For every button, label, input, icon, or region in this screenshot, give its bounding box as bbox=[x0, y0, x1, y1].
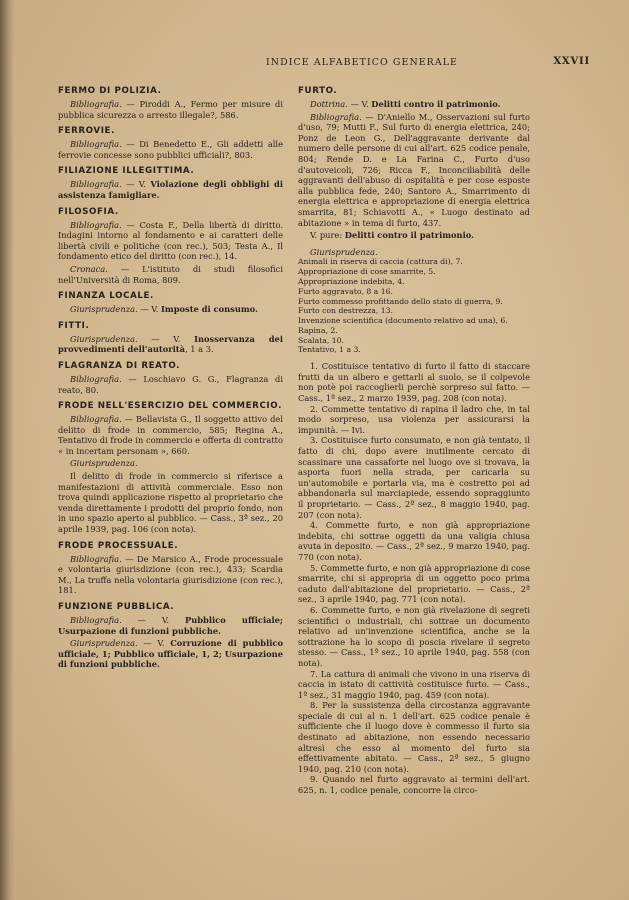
bibliography-label: Bibliografia. bbox=[70, 179, 122, 190]
entry-title: FURTO. bbox=[298, 86, 338, 96]
cross-reference: Corruzione di pubblico ufficiale, 1; Pubblico ufficiale, 1, 2; Usurpazione di funzioni pubbliche. bbox=[58, 638, 283, 670]
bibliography-text: — Di Benedetto E., Gli addetti alle ferrovie concesse sono pubblici ufficiali?, 803. bbox=[58, 139, 283, 160]
entry-doctrine bbox=[298, 99, 530, 110]
cross-reference: Delitti contro il patrimonio. bbox=[371, 99, 501, 109]
jurisprudence-label: Giurisprudenza. bbox=[70, 304, 138, 315]
entry-title: FUNZIONE PUBBLICA. bbox=[58, 602, 175, 612]
bibliography-text: — Bellavista G., Il soggetto attivo del delitto di frode in commercio, 585; Regina A., Tentativo di frode in commercio e offerta di contratto « in incertam personam », 660. bbox=[58, 414, 283, 456]
index-item: Furto aggravato, 8 a 16. bbox=[298, 286, 393, 296]
bibliography-text: — Loschiavo G. G., Flagranza di reato, 80. bbox=[58, 373, 283, 395]
entry-bibliography bbox=[58, 554, 283, 596]
bibliography-text: — D'Aniello M., Osservazioni sul furto d'uso, 79; Mutti F., Sul furto di energia elettrica, 240; Ponz de Leon G., Dell'aggravante derivante dal numero delle persone di cui all'art. 625 codice penale, 804; Rende D. e La Farina C., Furto d'uso d'autoveicoli, 726; Ricca F., Inconciliabilità delle aggravanti dell'abuso di ospitalità e per cose esposte alla pubblica fede, 240; Santoro A., Smarrimento di energia elettrica e appropriazione di energia elettrica smarrita, 81; Schiavotti A., « Luogo destinato ad abitazione » in tema di furto, 437. bbox=[298, 111, 530, 228]
entry-title: FERROVIE. bbox=[58, 126, 115, 137]
case-entry: 6. Commette furto, e non già rivelazione di segreti scientifici o industriali, chi sottrae un documento relativo ad un'invenzione scientifica, anche se la sottrazione ha lo scopo di poscia rivelare il segreto stesso. — Cass., 1ª sez., 10 aprile 1940, pag. 558 (con nota). bbox=[298, 604, 530, 668]
index-item: Animali in riserva di caccia (cattura di), 7. bbox=[298, 257, 463, 267]
entry-bibliography bbox=[58, 99, 283, 120]
bibliography-text: — V. bbox=[121, 615, 185, 625]
entry-jurisprudence bbox=[58, 638, 283, 670]
bibliography-text: — Costa F., Della libertà di diritto. Indagini intorno al fondamento e ai caratteri delle libertà civili e politiche (con rec.), 503; Testa A., Il fondamento etico del diritto (con rec.), 14. bbox=[58, 219, 283, 262]
entry-title: FRODE NELL'ESERCIZIO DEL COMMERCIO. bbox=[58, 401, 282, 412]
entry-bibliography bbox=[58, 414, 283, 456]
entry-bibliography bbox=[58, 220, 283, 262]
entry-title: FITTI. bbox=[58, 320, 90, 331]
index-item: Scalata, 10. bbox=[298, 335, 344, 345]
case-entry: 5. Commette furto, e non già appropriazione di cose smarrite, chi si appropria di un oggetto poco prima caduto dall'abitazione del proprietario. — Cass., 2ª sez., 3 aprile 1940, pag. 771 (con nota). bbox=[298, 562, 530, 605]
bibliography-label: Bibliografia. bbox=[70, 615, 122, 625]
jurisprudence-text: Il delitto di frode in commercio si riferisce a manifestazioni di attività commerciale. Esso non trova quindi applicazione rispetto al proprietario che venda direttamente i prodotti del proprio fondo, non in uno spazio aperto al pubblico. — Cass., 3ª sez., 20 aprile 1939, pag. 106 (con nota). bbox=[58, 471, 283, 535]
case-entry: 3. Costituisce furto consumato, e non già tentato, il fatto di chi, dopo avere inutilmente cercato di scassinare una cassaforte nel luogo ove si trovava, la asporta fuori nella strada, per caricarla su un'automobile e portarla via, ma è costretto poi ad abbandonarla sul marciapiede, essendo sopraggiunto il proprietario. — Cass., 2ª sez., 8 maggio 1940, pag. 207 (con nota). bbox=[298, 435, 530, 520]
case-entry: 1. Costituisce tentativo di furto il fatto di staccare frutti da un albero e gettarli al suolo, se il colpevole non potè poi raccoglierli perchè sorpreso sul fatto. — Cass., 1ª sez., 2 marzo 1939, pag. 208 (con nota). bbox=[298, 361, 530, 404]
entry-title: FRODE PROCESSUALE. bbox=[58, 540, 179, 551]
entry-bibliography bbox=[58, 139, 283, 160]
see-also bbox=[298, 230, 530, 241]
page-number: XXVII bbox=[553, 56, 590, 67]
bibliography-text: — V. bbox=[121, 179, 151, 190]
bibliography-label: Bibliografia. bbox=[70, 139, 122, 150]
entry-title: FLAGRANZA DI REATO. bbox=[58, 360, 181, 371]
bibliography-label: Bibliografia. bbox=[70, 414, 122, 425]
case-entry: 8. Per la sussistenza della circostanza aggravante speciale di cui al n. 1 dell'art. 625 codice penale è sufficiente che il luogo dove è commesso il furto sia destinato ad abitazione, non essendo necessario altresì che esso al momento del furto sia effettivamente abitato. — Cass., 2ª sez., 5 giugno 1940, pag. 210 (con nota). bbox=[298, 700, 530, 774]
entry-title: FILOSOFIA. bbox=[58, 206, 119, 217]
case-entry: 9. Quando nel furto aggravato ai termini dell'art. 625, n. 1, codice penale, concorre la circo- bbox=[298, 774, 530, 796]
doctrine-label: Dottrina. bbox=[310, 99, 348, 109]
index-item: Invenzione scientifica (documento relativo ad una), 6. bbox=[298, 316, 508, 326]
chronicle-label: Cronaca. bbox=[70, 263, 108, 274]
doctrine-text: — V. bbox=[347, 99, 372, 109]
subject-index-list bbox=[298, 257, 530, 355]
entry-jurisprudence bbox=[58, 304, 283, 315]
see-also-text: V. pure: bbox=[310, 230, 345, 241]
jurisprudence-text: — V. bbox=[137, 333, 195, 344]
bibliography-label: Bibliografia. bbox=[70, 99, 122, 109]
case-entry: 4. Commette furto, e non già appropriazione indebita, chi sottrae oggetti da una valigia chiusa avuta in deposito. — Cass., 2ª sez., 9 marzo 1940, pag. 770 (con nota). bbox=[298, 520, 530, 562]
jurisprudence-label: Giurisprudenza. bbox=[310, 246, 378, 257]
cross-reference: Inosservanza dei provvedimenti dell'autorità bbox=[58, 333, 283, 355]
index-item: Furto con destrezza, 13. bbox=[298, 306, 393, 316]
bibliography-label: Bibliografia. bbox=[70, 219, 122, 230]
chronicle-text: — L'istituto di studi filosofici nell'Università di Roma, 809. bbox=[58, 263, 283, 285]
entry-title: FERMO DI POLIZIA. bbox=[58, 86, 162, 96]
jurisprudence-text: — V. bbox=[137, 304, 162, 315]
index-item: Appropriazione indebita, 4. bbox=[298, 276, 405, 286]
bibliography-text: — Piroddi A., Fermo per misure di pubblica sicurezza o arresto illegale?, 586. bbox=[58, 99, 283, 120]
right-column bbox=[298, 86, 530, 796]
cross-reference: Delitti contro il patrimonio. bbox=[344, 230, 475, 241]
bibliography-label: Bibliografia. bbox=[70, 373, 122, 384]
index-item: Appropriazione di cose smarrite, 5. bbox=[298, 267, 436, 277]
index-item: Tentativo, 1 a 3. bbox=[298, 345, 361, 355]
entry-bibliography bbox=[298, 112, 530, 229]
jurisprudence-text: — V. bbox=[137, 638, 171, 649]
entry-bibliography bbox=[58, 615, 283, 636]
bibliography-label: Bibliografia. bbox=[70, 553, 122, 564]
bibliography-text: — De Marsico A., Frode processuale e volontaria giurisdizione (con rec.), 433; Scardia M., La truffa nella volontaria giurisdizione (con rec.), 181. bbox=[58, 553, 283, 596]
cross-reference: Pubblico ufficiale; Usurpazione di funzioni pubbliche. bbox=[58, 615, 283, 636]
page-spine-shadow bbox=[0, 0, 14, 900]
bibliography-label: Bibliografia. bbox=[310, 111, 362, 122]
running-header: INDICE ALFABETICO GENERALE bbox=[266, 57, 458, 68]
jurisprudence-label: Giurisprudenza. bbox=[70, 458, 138, 469]
entry-title: FINANZA LOCALE. bbox=[58, 291, 154, 302]
entry-title: FILIAZIONE ILLEGITTIMA. bbox=[58, 166, 195, 177]
entry-bibliography bbox=[58, 179, 283, 200]
cross-reference: Imposte di consumo. bbox=[161, 304, 258, 315]
entry-chronicle bbox=[58, 264, 283, 285]
case-entry: 7. La cattura di animali che vivono in una riserva di caccia in istato di cattività costituisce furto. — Cass., 1ª sez., 31 maggio 1940, pag. 459 (con nota). bbox=[298, 668, 530, 700]
index-item: Furto commesso profittando dello stato di guerra, 9. bbox=[298, 296, 503, 306]
case-entry: 2. Commette tentativo di rapina il ladro che, in tal modo sorpreso, usa violenza per assicurarsi la impunità. — Ivi. bbox=[298, 403, 530, 435]
cross-reference: Violazione degli obblighi di assistenza famigliare. bbox=[58, 179, 283, 200]
jurisprudence-text: , 1 a 3. bbox=[184, 344, 214, 355]
jurisprudence-label: Giurisprudenza. bbox=[70, 333, 138, 344]
index-item: Rapina, 2. bbox=[298, 325, 338, 335]
jurisprudence-label: Giurisprudenza. bbox=[70, 638, 138, 649]
entry-bibliography bbox=[58, 374, 283, 395]
entry-jurisprudence bbox=[58, 334, 283, 355]
case-list bbox=[298, 361, 530, 795]
left-column bbox=[58, 86, 283, 670]
